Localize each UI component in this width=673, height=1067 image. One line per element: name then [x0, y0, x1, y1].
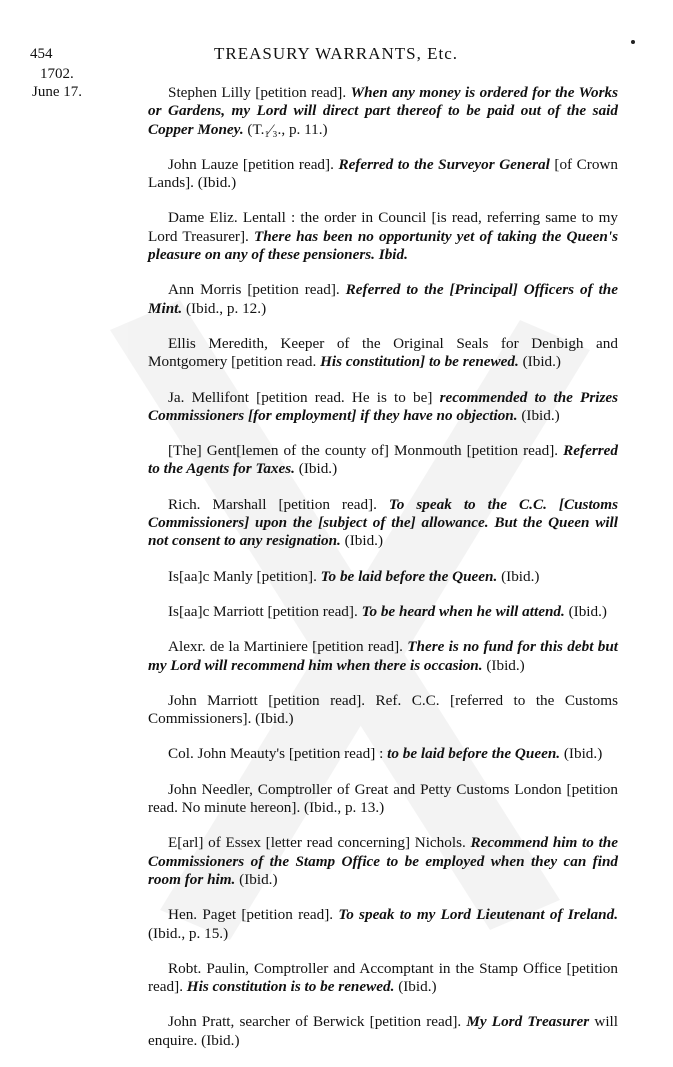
minute-entry [148, 568, 618, 586]
entry-reference: (Ibid.) [518, 353, 561, 371]
entry-reference: (Ibid.) [294, 460, 338, 478]
entry-reference: (Ibid.) [560, 745, 603, 763]
entry-text: John Marriott [petition read]. Ref. C.C. [referred to the Customs Commissioners]. [148, 691, 618, 728]
entry-text: Ellis Meredith, Keeper of the Original Seals for Denbigh and Montgomery [petition read. [148, 334, 618, 371]
minute-entry [148, 603, 618, 621]
entry-reference: (Ibid.) [517, 406, 560, 424]
minute-entry [148, 281, 618, 318]
entry-text: Stephen Lilly [petition read]. [168, 84, 351, 101]
page-number: 454 [30, 46, 53, 62]
entry-reference: (Ibid., p. 12.) [182, 299, 267, 317]
entry-reference: (T.₁⁄₃., p. 11.) [243, 120, 328, 138]
entry-minute: His constitution is to be renewed. [186, 978, 395, 996]
minute-entry [148, 906, 618, 943]
entry-reference: (Ibid.) [497, 567, 540, 585]
entries-list [148, 84, 618, 1067]
entry-text: E[arl] of Essex [letter read concerning] Nichols. [168, 834, 471, 852]
minute-entry [148, 692, 618, 729]
entry-reference: (Ibid.) [235, 870, 278, 888]
minute-entry [148, 389, 618, 426]
minute-entry [148, 84, 618, 139]
entry-text: Hen. Paget [petition read]. [168, 906, 339, 924]
entry-minute: To be heard when he will attend. [361, 602, 565, 620]
entry-reference: (Ibid.) [482, 656, 525, 674]
minute-entry [148, 209, 618, 264]
entry-text: [The] Gent[lemen of the county of] Monmouth [petition read]. [168, 442, 564, 460]
entry-text: John Pratt, searcher of Berwick [petition read]. [168, 1013, 467, 1031]
entry-minute: To be laid before the Queen. [320, 567, 498, 585]
margin-year: 1702. [40, 66, 74, 82]
entry-text: Rich. Marshall [petition read]. [168, 495, 389, 513]
entry-reference: [of Crown Lands]. (Ibid.) [148, 155, 618, 192]
entry-minute: There has been no opportunity yet of taking the Queen's pleasure on any of these pensioners. Ibid. [148, 227, 618, 264]
entry-text: Is[aa]c Manly [petition]. [168, 567, 321, 585]
entry-minute: There is no fund for this debt but my Lord will recommend him when there is occasion. [148, 638, 618, 674]
entry-reference: will enquire. (Ibid.) [148, 1013, 618, 1049]
minute-entry [148, 745, 618, 763]
entry-text: John Lauze [petition read]. [168, 155, 339, 173]
entry-minute: Referred to the Agents for Taxes. [148, 442, 618, 478]
entry-minute: Referred to the Surveyor General [338, 155, 550, 173]
entry-minute: To speak to the C.C. [Customs Commissioners] upon the [subject of the] allowance. But the Queen will not consent to any resignation. [148, 495, 618, 550]
minute-entry [148, 781, 618, 818]
entry-text: Ja. Mellifont [petition read. He is to be] [168, 388, 440, 406]
entry-text: Is[aa]c Marriott [petition read]. [168, 602, 362, 620]
minute-entry [148, 496, 618, 551]
entry-minute: recommended to the Prizes Commissioners [for employment] if they have no objection. [148, 388, 619, 424]
entry-reference: (Ibid., p. 13.) [304, 799, 385, 817]
minute-entry [148, 335, 618, 372]
entry-text: Ann Morris [petition read]. [168, 281, 346, 299]
entry-minute: Recommend him to the Commissioners of the Stamp Office to be employed when they can find room for him. [148, 834, 618, 888]
entry-text: Robt. Paulin, Comptroller and Accomptant in the Stamp Office [petition read]. [148, 959, 618, 996]
margin-date: June 17. [32, 84, 82, 100]
entry-reference: (Ibid.) [564, 602, 607, 620]
entry-text: John Needler, Comptroller of Great and Petty Customs London [petition read. No minute hereon]. [148, 780, 618, 817]
entry-minute: to be laid before the Queen. [387, 745, 561, 763]
entry-minute: To speak to my Lord Lieutenant of Ireland. [338, 906, 618, 924]
entry-text: Col. John Meauty's [petition read] : [168, 745, 388, 763]
minute-entry [148, 834, 618, 889]
entry-reference: (Ibid.) [394, 978, 437, 996]
minute-entry [148, 1013, 618, 1050]
running-header [30, 44, 642, 68]
entry-reference: (Ibid., p. 15.) [148, 924, 229, 942]
minute-entry [148, 442, 618, 479]
entry-minute: His constitution] to be renewed. [320, 353, 519, 371]
entry-text: Alexr. de la Martiniere [petition read]. [168, 638, 408, 656]
entry-minute: When any money is ordered for the Works or Gardens, my Lord will direct part thereof to be paid out of the said Copper Money. [148, 84, 618, 138]
entry-minute: My Lord Treasurer [466, 1013, 590, 1031]
entry-text: Dame Eliz. Lentall : the order in Council [is read, referring same to my Lord Treasurer]. [148, 209, 618, 245]
page-title: TREASURY WARRANTS, Etc. [213, 44, 459, 63]
entry-reference: (Ibid.) [340, 532, 384, 550]
minute-entry [148, 638, 618, 675]
entry-minute: Referred to the [Principal] Officers of the Mint. [148, 281, 618, 317]
minute-entry [148, 156, 618, 193]
entry-reference: (Ibid.) [255, 710, 294, 728]
minute-entry [148, 960, 618, 997]
